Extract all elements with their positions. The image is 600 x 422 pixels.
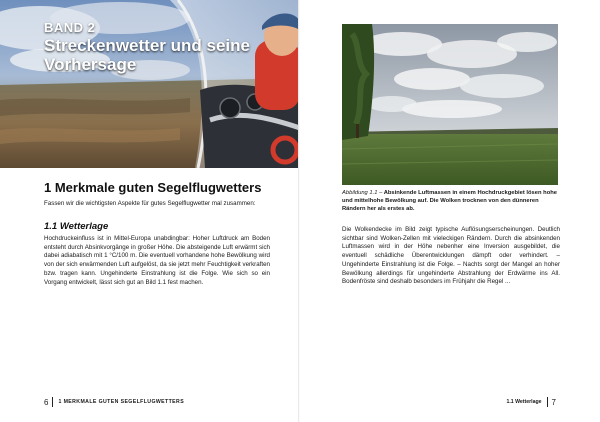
caption-text: Absinkende Luftmassen in einem Hochdruckgebiet lösen hohe und mittelhohe Bewölkung auf. Die Wolken trocknen von den dünneren Rändern her als erstes ab.	[342, 190, 557, 212]
footer-right	[506, 397, 556, 407]
cover-photo	[0, 0, 300, 168]
intro-paragraph: Fassen wir die wichtigsten Aspekte für gutes Segelflugwetter mal zusammen:	[44, 200, 256, 207]
body-paragraph-right: Die Wolkendecke im Bild zeigt typische Auflösungserscheinungen. Deutlich sichtbar sind Wolken-Zellen mit vieleckigen Rändern. Durch die absinkenden Luftmassen wird in der Höhe nebenher eine Inversion ausgebildet, die eventuell schädliche Überentwicklungen dämpft oder verhindert. – Ungehinderte Einstrahlung ist die Folge. – Nachts sorgt der Mangel an hoher Bewölkung allerdings für ungehinderte Abstrahlung der Erdwärme ins All. Bodenfröste sind deshalb besonders im Frühjahr die Regel ...	[342, 226, 560, 286]
body-paragraph-left: Hochdruckeinfluss ist in Mittel-Europa unabdingbar: Hoher Luftdruck am Boden entsteht durch Absinkvorgänge in großer Höhe. Die absteigende Luft erwärmt sich dabei adiabatisch mit 1 °C/100 m. Die eventuell vorhandene hohe Bewölkung wird von der sich erwärmenden Luft aufgelöst, da sie jetzt mehr Feuchtigkeit verkraften bzw. tragen kann. Ungehinderte Einstrahlung ist die Folge. Wie sich so ein Vorgang entwickelt, lässt sich gut an Bild 1.1 fest machen.	[44, 235, 270, 286]
band-label: BAND 2	[44, 20, 96, 35]
caption-label: Abbildung 1.1 –	[342, 190, 383, 196]
figure-photo	[342, 24, 558, 185]
figure-caption	[342, 189, 560, 213]
chapter-title: Streckenwetter und seine Vorhersage	[44, 36, 250, 74]
running-title-right: 1.1 Wetterlage	[506, 399, 542, 405]
footer-divider-right	[547, 397, 548, 407]
subsection-heading: 1.1 Wetterlage	[44, 221, 109, 232]
page-number-right: 7	[551, 397, 556, 407]
section-heading: 1 Merkmale guten Segelflugwetters	[44, 180, 262, 195]
cloud-field-image	[342, 24, 558, 185]
running-title-left: 1 MERKMALE GUTEN SEGELFLUGWETTERS	[58, 399, 185, 405]
footer-divider-left	[52, 397, 53, 407]
right-page	[300, 0, 600, 422]
page-number-left: 6	[44, 397, 49, 407]
footer-left	[44, 397, 184, 407]
